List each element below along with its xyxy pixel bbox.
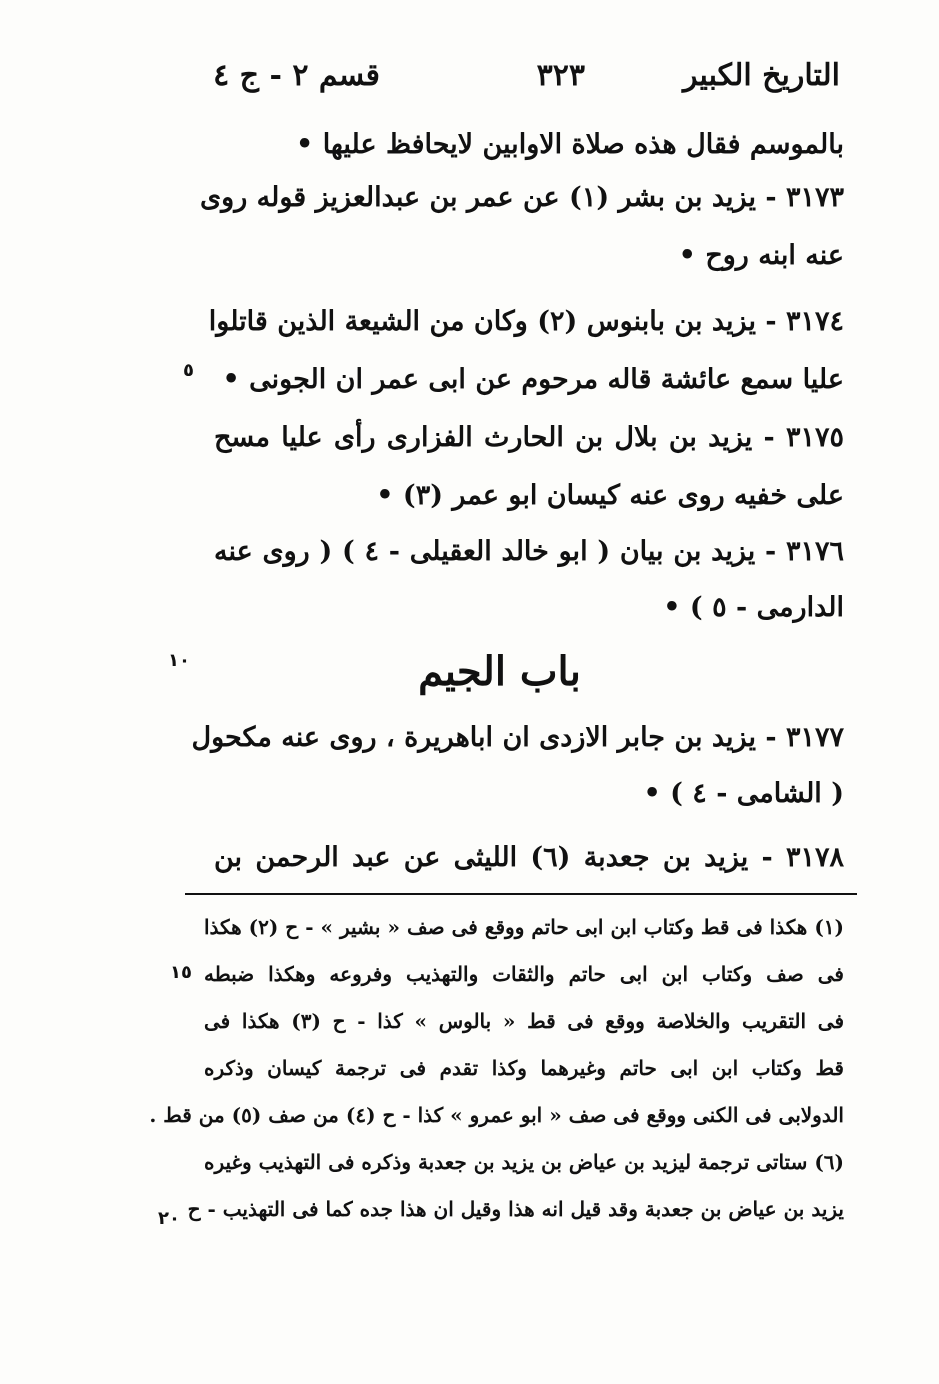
chapter-heading: باب الجيم bbox=[418, 648, 581, 695]
entry-3174: ٣١٧٤ - يزيد بن بابنوس (٢) وكان من الشيعة الذين قاتلوا bbox=[208, 306, 844, 337]
footnote-separator bbox=[185, 893, 857, 895]
footnote-line: قط وكتاب ابن ابى حاتم وغيرهما وكذا تقدم فى ترجمة كيسان وذكره bbox=[204, 1056, 844, 1080]
footnote-line: فى صف وكتاب ابن ابى حاتم والثقات والتهذيب وفروعه وهكذا ضبطه bbox=[204, 962, 844, 986]
footnote-line: (١) هكذا فى قط وكتاب ابن ابى حاتم ووقع فى صف « بشير » - ح (٢) هكذا bbox=[204, 915, 844, 939]
footnote-line: (٦) ستاتى ترجمة ليزيد بن عياض بن يزيد بن جعدبة وذكره فى التهذيب وغيره bbox=[204, 1150, 844, 1174]
text-line: بالموسم فقال هذه صلاة الاوابين لايحافظ عليها • bbox=[296, 129, 844, 160]
text-line: عنه ابنه روح • bbox=[678, 240, 844, 271]
book-title: التاريخ الكبير bbox=[682, 58, 840, 93]
entry-3177: ٣١٧٧ - يزيد بن جابر الازدى ان اباهريرة ، روى عنه مكحول bbox=[191, 722, 844, 753]
page-number: ٣٢٣ bbox=[536, 58, 585, 93]
entry-3173: ٣١٧٣ - يزيد بن بشر (١) عن عمر بن عبدالعزيز قوله روى bbox=[200, 182, 844, 213]
text-line: الدارمى - ٥ ) • bbox=[663, 592, 844, 623]
entry-3175: ٣١٧٥ - يزيد بن بلال بن الحارث الفزارى رأى عليا مسح bbox=[214, 422, 844, 453]
line-number-15: ١٥ bbox=[170, 962, 192, 983]
text-line: على خفيه روى عنه كيسان ابو عمر (٣) • bbox=[376, 480, 844, 511]
line-number-5: ٥ bbox=[183, 360, 194, 381]
footnote-line: يزيد بن عياض بن جعدبة وقد قيل انه هذا وقيل ان هذا جده كما فى التهذيب - ح bbox=[187, 1197, 844, 1221]
entry-3176: ٣١٧٦ - يزيد بن بيان ( ابو خالد العقيلى - ٤ ) ( روى عنه bbox=[214, 536, 844, 567]
section-label: قسم ٢ - ج ٤ bbox=[213, 58, 380, 93]
footnote-line: الدولابى فى الكنى ووقع فى صف « ابو عمرو » كذا - ح (٤) من صف (٥) من قط . bbox=[149, 1103, 844, 1127]
text-line: عليا سمع عائشة قاله مرحوم عن ابى عمر ان الجونى • bbox=[222, 364, 844, 395]
line-number-20: ٢٠ bbox=[158, 1208, 180, 1229]
entry-3178: ٣١٧٨ - يزيد بن جعدبة (٦) الليثى عن عبد الرحمن بن bbox=[214, 842, 844, 873]
text-line: ( الشامى - ٤ ) • bbox=[643, 778, 844, 809]
line-number-10: ١٠ bbox=[168, 650, 190, 671]
running-header bbox=[213, 58, 840, 108]
footnote-line: فى التقريب والخلاصة ووقع فى قط « بالوس » كذا - ح (٣) هكذا فى bbox=[204, 1009, 845, 1033]
